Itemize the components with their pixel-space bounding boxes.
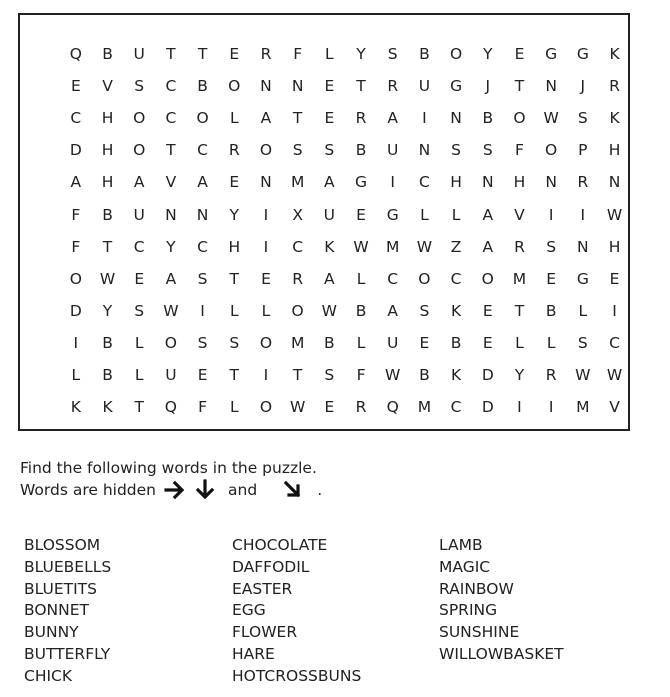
- grid-letter: N: [260, 77, 272, 96]
- grid-letter: V: [165, 173, 177, 192]
- grid-letter: I: [263, 365, 269, 384]
- grid-letter: A: [260, 109, 272, 128]
- grid-letter: L: [229, 301, 239, 320]
- grid-letter: A: [482, 205, 494, 224]
- grid-letter: C: [450, 269, 462, 288]
- grid-letter: C: [197, 141, 208, 160]
- grid-letter: C: [133, 237, 145, 256]
- grid-letter: G: [576, 269, 589, 288]
- grid-letter: O: [69, 269, 82, 288]
- grid-letter: Y: [514, 365, 525, 384]
- grid-letter: E: [261, 269, 271, 288]
- grid-letter: T: [166, 141, 176, 160]
- grid-letter: W: [543, 109, 559, 128]
- grid-letter: I: [612, 301, 617, 320]
- grid-letter: O: [545, 141, 558, 160]
- grid-letter: R: [292, 269, 304, 288]
- grid-letter: N: [196, 205, 209, 224]
- grid-letter: E: [356, 205, 366, 224]
- word-item: RAINBOW: [439, 579, 514, 598]
- grid-letter: T: [292, 109, 303, 128]
- grid-letter: E: [324, 109, 335, 128]
- grid-letter: T: [197, 45, 208, 64]
- grid-letter: I: [517, 398, 522, 417]
- grid-letter: T: [102, 237, 113, 256]
- grid-letter: V: [514, 205, 525, 224]
- word-item: EASTER: [232, 579, 293, 598]
- grid-letter: E: [229, 173, 240, 192]
- grid-letter: E: [229, 45, 240, 64]
- grid-letter: T: [514, 77, 525, 96]
- grid-letter: E: [609, 269, 620, 288]
- grid-letter: W: [606, 205, 623, 224]
- grid-letter: O: [481, 269, 494, 288]
- grid-letter: R: [228, 141, 240, 160]
- grid-letter: L: [134, 365, 144, 384]
- grid-letter: C: [450, 398, 462, 417]
- grid-letter: N: [577, 237, 589, 256]
- grid-letter: F: [71, 237, 81, 256]
- word-item: BUNNY: [24, 623, 79, 642]
- word-item: DAFFODIL: [232, 557, 310, 576]
- word-item: BUTTERFLY: [24, 644, 111, 663]
- grid-letter: Y: [229, 205, 240, 224]
- grid-letter: I: [200, 301, 205, 320]
- grid-letter: L: [578, 301, 588, 320]
- grid-letter: L: [261, 301, 271, 320]
- grid-letter: H: [608, 237, 621, 256]
- grid-letter: S: [292, 141, 303, 160]
- grid-letter: E: [482, 333, 493, 352]
- grid-letter: W: [99, 269, 116, 288]
- grid-letter: C: [70, 109, 82, 128]
- word-list-column-3: [439, 535, 564, 666]
- grid-letter: E: [324, 398, 335, 417]
- grid-letter: R: [260, 45, 272, 64]
- grid-letter: S: [197, 269, 208, 288]
- grid-letter: L: [451, 205, 461, 224]
- grid-letter: M: [576, 398, 590, 417]
- grid-letter: N: [418, 141, 431, 160]
- grid-letter: A: [324, 173, 335, 192]
- grid-letter: S: [324, 141, 335, 160]
- grid-letter: O: [259, 398, 273, 417]
- grid-letter: B: [197, 77, 208, 96]
- word-item: BONNET: [24, 601, 90, 620]
- grid-letter: J: [485, 77, 491, 96]
- grid-letter: G: [450, 77, 463, 96]
- grid-letter: K: [324, 237, 335, 256]
- word-item: BLUETITS: [24, 579, 97, 598]
- grid-letter: B: [450, 333, 462, 352]
- grid-letter: F: [515, 141, 524, 160]
- grid-letter: S: [229, 333, 240, 352]
- grid-letter: D: [481, 365, 494, 384]
- grid-letter: G: [576, 45, 589, 64]
- grid-letter: L: [420, 205, 429, 224]
- grid-letter: N: [481, 173, 494, 192]
- word-item: MAGIC: [439, 557, 491, 576]
- grid-letter: N: [545, 77, 557, 96]
- grid-letter: M: [290, 173, 305, 192]
- grid-letter: L: [71, 365, 81, 384]
- grid-letter: A: [387, 301, 399, 320]
- grid-letter: T: [292, 365, 303, 384]
- word-item: CHOCOLATE: [232, 536, 328, 554]
- grid-letter: C: [387, 269, 399, 288]
- grid-letter: M: [290, 333, 305, 352]
- grid-letter: W: [289, 398, 306, 417]
- grid-letter: E: [197, 365, 208, 384]
- grid-letter: Y: [483, 45, 493, 64]
- grid-letter: D: [69, 141, 82, 160]
- arrow-right-icon: [164, 480, 186, 500]
- grid-letter: E: [546, 269, 557, 288]
- grid-letter: H: [101, 141, 114, 160]
- word-item: WILLOWBASKET: [439, 644, 564, 663]
- word-item: BLUEBELLS: [24, 557, 112, 576]
- word-list-column-1: [24, 535, 111, 688]
- grid-letter: S: [546, 237, 557, 256]
- grid-letter: R: [355, 398, 367, 417]
- grid-letter: S: [577, 109, 588, 128]
- grid-letter: S: [482, 141, 493, 160]
- grid-letter: O: [133, 109, 146, 128]
- grid-letter: E: [482, 301, 493, 320]
- grid-letter: O: [259, 141, 273, 160]
- instruction-line-2: [20, 479, 322, 501]
- grid-letter: B: [102, 45, 113, 64]
- grid-letter: N: [165, 205, 177, 224]
- grid-letter: T: [229, 365, 240, 384]
- grid-letter: Q: [386, 398, 399, 417]
- grid-letter: E: [419, 333, 430, 352]
- grid-letter: C: [197, 237, 208, 256]
- grid-letter: Y: [102, 301, 113, 320]
- grid-letter: C: [292, 237, 304, 256]
- letter-grid: [60, 38, 630, 423]
- grid-letter: C: [609, 333, 620, 352]
- grid-letter: L: [546, 333, 556, 352]
- grid-letter: O: [449, 45, 463, 64]
- grid-letter: I: [548, 398, 554, 417]
- word-item: FLOWER: [232, 623, 298, 642]
- grid-letter: B: [355, 141, 367, 160]
- grid-letter: E: [514, 45, 525, 64]
- grid-letter: C: [418, 173, 430, 192]
- grid-letter: T: [229, 269, 240, 288]
- grid-letter: I: [422, 109, 427, 128]
- grid-letter: W: [163, 301, 179, 320]
- grid-letter: O: [418, 269, 431, 288]
- grid-letter: S: [387, 45, 398, 64]
- grid-letter: F: [293, 45, 303, 64]
- word-item: BLOSSOM: [24, 536, 101, 554]
- grid-letter: N: [545, 173, 557, 192]
- grid-letter: U: [133, 205, 145, 224]
- grid-letter: U: [133, 45, 145, 64]
- grid-letter: H: [450, 173, 462, 192]
- grid-letter: Z: [450, 237, 462, 256]
- grid-letter: U: [323, 205, 336, 224]
- grid-letter: W: [385, 365, 401, 384]
- grid-letter: T: [134, 398, 144, 417]
- grid-letter: K: [609, 109, 620, 128]
- grid-letter: T: [166, 45, 176, 64]
- grid-letter: C: [165, 109, 177, 128]
- grid-letter: U: [387, 333, 399, 352]
- grid-letter: A: [324, 269, 335, 288]
- grid-letter: R: [609, 77, 620, 96]
- grid-letter: X: [292, 205, 303, 224]
- instruction-line-1: Find the following words in the puzzle.: [20, 459, 317, 477]
- grid-letter: I: [548, 205, 554, 224]
- grid-letter: B: [102, 205, 113, 224]
- grid-letter: E: [324, 77, 335, 96]
- grid-letter: M: [512, 269, 527, 288]
- grid-letter: S: [419, 301, 430, 320]
- word-list-column-2: [232, 535, 361, 688]
- grid-letter: I: [390, 173, 395, 192]
- grid-letter: B: [545, 301, 557, 320]
- grid-letter: M: [386, 237, 400, 256]
- grid-letter: S: [324, 365, 335, 384]
- grid-letter: A: [165, 269, 177, 288]
- word-item: SUNSHINE: [439, 623, 520, 642]
- grid-letter: V: [102, 77, 113, 96]
- puzzle-frame: [18, 13, 630, 431]
- grid-letter: R: [514, 237, 525, 256]
- grid-letter: S: [451, 141, 462, 160]
- word-item: CHICK: [24, 666, 73, 685]
- instruction-period: .: [317, 481, 323, 499]
- grid-letter: N: [450, 109, 462, 128]
- grid-letter: Q: [69, 45, 82, 64]
- grid-letter: I: [73, 333, 79, 352]
- grid-letter: L: [356, 269, 366, 288]
- grid-letter: H: [228, 237, 241, 256]
- grid-letter: L: [515, 333, 524, 352]
- grid-letter: B: [355, 301, 367, 320]
- word-item: LAMB: [439, 536, 483, 554]
- grid-letter: T: [514, 301, 525, 320]
- grid-letter: S: [134, 301, 145, 320]
- grid-letter: F: [198, 398, 208, 417]
- grid-letter: U: [165, 365, 177, 384]
- grid-letter: B: [419, 45, 430, 64]
- grid-letter: O: [291, 301, 304, 320]
- grid-letter: D: [481, 398, 494, 417]
- grid-letter: L: [134, 333, 144, 352]
- grid-letter: O: [164, 333, 177, 352]
- grid-letter: O: [228, 77, 241, 96]
- grid-letter: W: [575, 365, 591, 384]
- grid-letter: L: [229, 109, 239, 128]
- grid-letter: O: [196, 109, 209, 128]
- instructions: [20, 457, 322, 501]
- grid-letter: W: [606, 365, 623, 384]
- grid-letter: G: [545, 45, 558, 64]
- grid-letter: A: [387, 109, 399, 128]
- grid-letter: P: [578, 141, 588, 160]
- grid-letter: O: [133, 141, 146, 160]
- grid-letter: R: [387, 77, 399, 96]
- grid-letter: W: [353, 237, 369, 256]
- grid-letter: K: [451, 365, 462, 384]
- grid-letter: L: [229, 398, 239, 417]
- grid-letter: G: [355, 173, 368, 192]
- grid-letter: B: [102, 365, 113, 384]
- grid-letter: O: [513, 109, 526, 128]
- grid-letter: A: [482, 237, 494, 256]
- grid-letter: I: [580, 205, 586, 224]
- grid-letter: J: [580, 77, 586, 96]
- grid-letter: F: [71, 205, 81, 224]
- grid-letter: G: [386, 205, 399, 224]
- grid-letter: I: [263, 237, 269, 256]
- word-item: SPRING: [439, 601, 498, 620]
- grid-letter: S: [134, 77, 145, 96]
- grid-letter: S: [197, 333, 208, 352]
- grid-letter: A: [133, 173, 145, 192]
- grid-letter: W: [416, 237, 433, 256]
- instruction-and: and: [228, 481, 258, 499]
- grid-letter: H: [101, 173, 114, 192]
- grid-letter: Y: [356, 45, 366, 64]
- word-item: HOTCROSSBUNS: [232, 666, 362, 685]
- grid-letter: H: [101, 109, 114, 128]
- grid-letter: O: [259, 333, 273, 352]
- grid-letter: F: [356, 365, 366, 384]
- grid-letter: Y: [166, 237, 176, 256]
- grid-letter: Q: [164, 398, 177, 417]
- grid-letter: B: [102, 333, 113, 352]
- grid-letter: A: [197, 173, 208, 192]
- grid-letter: H: [513, 173, 526, 192]
- grid-letter: B: [324, 333, 335, 352]
- grid-letter: K: [451, 301, 462, 320]
- grid-letter: V: [609, 398, 620, 417]
- arrow-down-right-icon: [283, 480, 303, 500]
- arrow-down-icon: [194, 479, 216, 501]
- grid-letter: K: [609, 45, 620, 64]
- word-item: EGG: [232, 601, 266, 620]
- grid-letter: N: [260, 173, 272, 192]
- grid-letter: R: [577, 173, 589, 192]
- grid-letter: L: [325, 45, 334, 64]
- grid-letter: B: [419, 365, 430, 384]
- word-item: HARE: [232, 644, 275, 663]
- grid-letter: K: [70, 398, 81, 417]
- grid-letter: I: [263, 205, 269, 224]
- grid-letter: A: [70, 173, 82, 192]
- grid-letter: L: [356, 333, 366, 352]
- grid-letter: K: [102, 398, 113, 417]
- grid-letter: W: [321, 301, 337, 320]
- grid-letter: D: [69, 301, 82, 320]
- grid-letter: S: [577, 333, 588, 352]
- grid-letter: R: [545, 365, 557, 384]
- grid-letter: N: [608, 173, 621, 192]
- grid-letter: T: [356, 77, 366, 96]
- instruction-prefix: Words are hidden: [20, 481, 157, 499]
- grid-letter: U: [418, 77, 431, 96]
- grid-letter: E: [134, 269, 145, 288]
- grid-letter: U: [387, 141, 399, 160]
- grid-letter: N: [291, 77, 304, 96]
- grid-letter: R: [355, 109, 367, 128]
- grid-letter: M: [417, 398, 432, 417]
- grid-letter: C: [165, 77, 177, 96]
- grid-letter: E: [70, 77, 81, 96]
- grid-letter: H: [608, 141, 621, 160]
- grid-letter: B: [482, 109, 494, 128]
